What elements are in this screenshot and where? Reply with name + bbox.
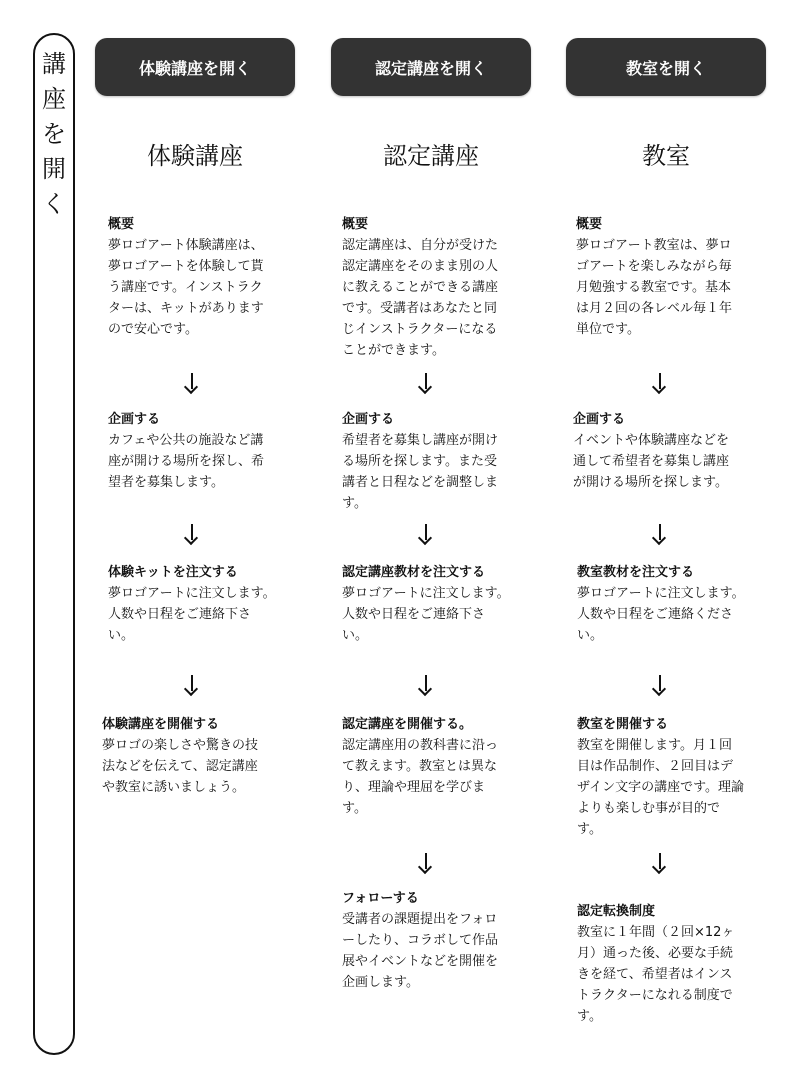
side-label-char: く xyxy=(42,190,66,218)
side-vertical-label xyxy=(35,47,73,222)
side-label-char: を xyxy=(42,120,66,148)
step-heading: 教室を開催する xyxy=(577,717,669,732)
side-label-char: 座 xyxy=(42,85,66,113)
step-overview xyxy=(108,214,293,340)
step-hold xyxy=(342,714,527,819)
column-title: 教室 xyxy=(642,142,690,170)
step-plan xyxy=(108,409,293,493)
open-classroom-button[interactable]: 教室を開く xyxy=(566,38,766,96)
arrow-down-icon xyxy=(185,373,199,393)
step-body: 夢ロゴアートに注文します。 人数や日程をご連絡下さ い。 xyxy=(342,586,510,643)
arrow-down-icon xyxy=(653,524,667,544)
step-hold xyxy=(577,714,762,840)
arrow-down-icon xyxy=(653,675,667,695)
step-order xyxy=(342,562,527,646)
step-heading: 認定講座を開催する。 xyxy=(342,717,473,732)
step-overview xyxy=(342,214,527,361)
step-certification-transfer xyxy=(577,901,762,1027)
arrow-down-icon xyxy=(419,524,433,544)
step-body: 教室を開催します。月１回 目は作品制作、２回目はデ ザイン文字の講座です。理論 よりも楽しむ事が目的で す。 xyxy=(577,738,745,837)
step-heading: 体験講座を開催する xyxy=(102,717,220,732)
arrow-down-icon xyxy=(419,853,433,873)
arrow-down-icon xyxy=(653,853,667,873)
step-body: イベントや体験講座などを 通して希望者を募集し講座 が開ける場所を探します。 xyxy=(573,433,730,490)
step-order xyxy=(108,562,293,646)
step-body: 夢ロゴアートに注文します。 人数や日程をご連絡くださ い。 xyxy=(577,586,745,643)
open-trial-course-button[interactable]: 体験講座を開く xyxy=(95,38,295,96)
step-heading: 認定講座教材を注文する xyxy=(342,565,486,580)
step-heading: 企画する xyxy=(573,412,626,427)
step-hold xyxy=(102,714,287,798)
step-body: 夢ロゴアート教室は、夢ロ ゴアートを楽しみながら毎 月勉強する教室です。基本 は月２回の各レベル毎１年 単位です。 xyxy=(576,238,733,337)
step-body: 認定講座用の教科書に沿っ て教えます。教室とは異な り、理論や理屈を学びま す。 xyxy=(342,738,499,816)
step-heading: 概要 xyxy=(108,217,135,232)
step-heading: 教室教材を注文する xyxy=(577,565,695,580)
arrow-down-icon xyxy=(419,373,433,393)
step-body: 希望者を募集し講座が開け る場所を探します。また受 講者と日程などを調整しま す。 xyxy=(342,433,499,511)
arrow-down-icon xyxy=(419,675,433,695)
side-label-char: 開 xyxy=(42,155,66,183)
step-body: 夢ロゴアート体験講座は、 夢ロゴアートを体験して貰 う講座です。インストラク ターは、キットがあります ので安心です。 xyxy=(108,238,264,337)
step-body: 夢ロゴの楽しさや驚きの技 法などを伝えて、認定講座 や教室に誘いましょう。 xyxy=(102,738,259,795)
side-label-char: 講 xyxy=(42,50,66,78)
arrow-down-icon xyxy=(185,524,199,544)
open-certified-course-button[interactable]: 認定講座を開く xyxy=(331,38,531,96)
step-plan xyxy=(342,409,527,514)
step-heading: フォローする xyxy=(342,891,419,906)
step-overview xyxy=(576,214,761,340)
column-title: 体験講座 xyxy=(147,142,243,170)
step-body: カフェや公共の施設など講 座が開ける場所を探し、希 望者を募集します。 xyxy=(108,433,265,490)
step-heading: 企画する xyxy=(342,412,395,427)
step-heading: 体験キットを注文する xyxy=(108,565,238,580)
step-body: 夢ロゴアートに注文します。 人数や日程をご連絡下さ い。 xyxy=(108,586,276,643)
column-title: 認定講座 xyxy=(383,142,479,170)
arrow-down-icon xyxy=(185,675,199,695)
step-order xyxy=(577,562,762,646)
step-heading: 概要 xyxy=(576,217,603,232)
step-body: 認定講座は、自分が受けた 認定講座をそのまま別の人 に教えることができる講座 です。受講者はあなたと同 じインストラクターになる ことができます。 xyxy=(342,238,499,358)
step-body: 教室に１年間（２回×12ヶ 月）通った後、必要な手続 きを経て、希望者はインス トラクターになれる制度で す。 xyxy=(577,925,735,1024)
step-heading: 企画する xyxy=(108,412,161,427)
step-follow-up xyxy=(342,888,527,993)
arrow-down-icon xyxy=(653,373,667,393)
side-vertical-label-panel xyxy=(33,33,75,1055)
step-heading: 認定転換制度 xyxy=(577,904,656,919)
step-body: 受講者の課題提出をフォロ ーしたり、コラボして作品 展やイベントなどを開催を 企画します。 xyxy=(342,912,499,990)
step-heading: 概要 xyxy=(342,217,369,232)
step-plan xyxy=(573,409,758,493)
